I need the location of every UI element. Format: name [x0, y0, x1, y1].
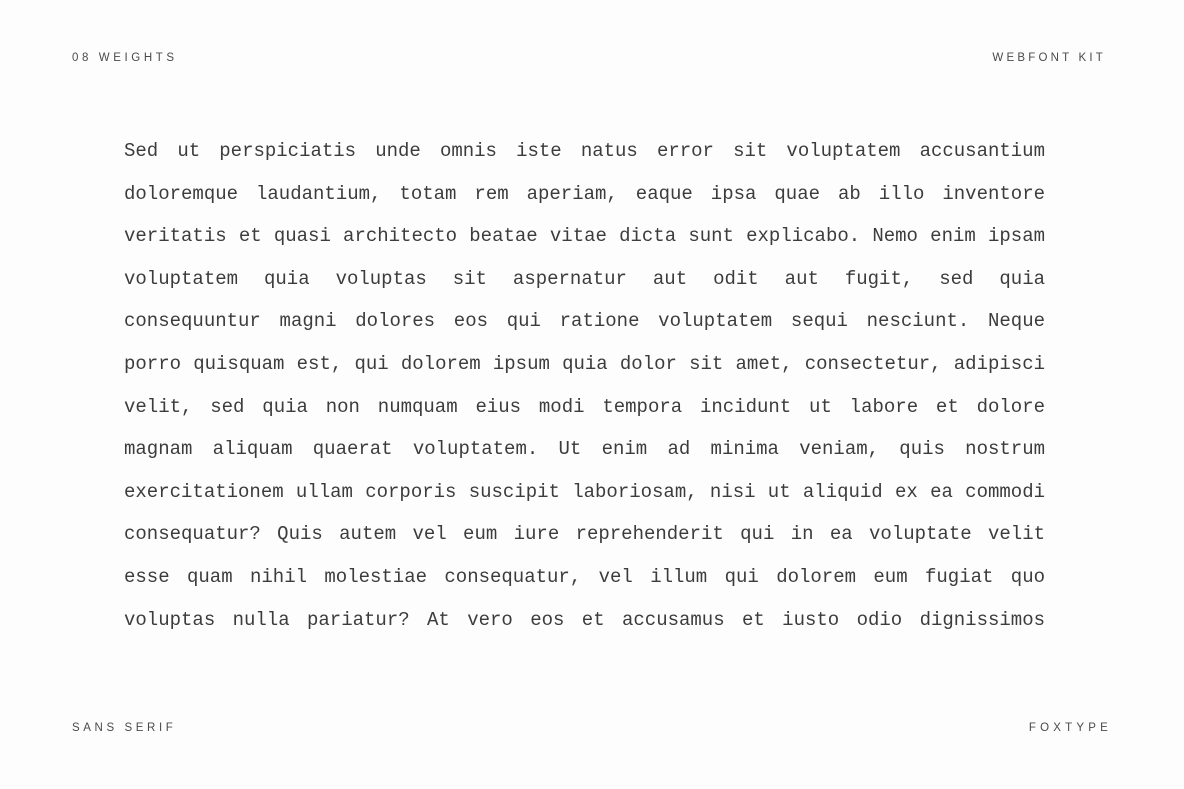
specimen-line: Sed ut perspiciatis unde omnis iste natus error sit voluptatem accusantium	[124, 140, 1045, 162]
header-weights-label: 08 WEIGHTS	[72, 52, 178, 64]
specimen-line: consequatur? Quis autem vel eum iure reprehenderit qui in ea voluptate velit	[124, 523, 1045, 546]
footer-sans-serif-label: SANS SERIF	[72, 722, 177, 734]
specimen-line: consequuntur magni dolores eos qui ratione voluptatem sequi nesciunt. Neque	[124, 310, 1045, 333]
specimen-line: voluptas nulla pariatur? At vero eos et accusamus et iusto odio dignissimos	[124, 608, 1045, 631]
specimen-line: voluptatem quia voluptas sit aspernatur aut odit aut fugit, sed quia	[124, 267, 1045, 290]
specimen-line: veritatis et quasi architecto beatae vitae dicta sunt explicabo. Nemo enim ipsam	[124, 225, 1045, 248]
specimen-line: magnam aliquam quaerat voluptatem. Ut enim ad minima veniam, quis nostrum	[124, 438, 1045, 461]
specimen-line: porro quisquam est, qui dolorem ipsum quia dolor sit amet, consectetur, adipisci	[124, 352, 1045, 375]
specimen-line: velit, sed quia non numquam eius modi tempora incidunt ut labore et dolore	[124, 395, 1045, 418]
specimen-line: esse quam nihil molestiae consequatur, vel illum qui dolorem eum fugiat quo	[124, 565, 1045, 588]
specimen-text-block	[124, 130, 1045, 641]
specimen-line: exercitationem ullam corporis suscipit laboriosam, nisi ut aliquid ex ea commodi	[124, 480, 1045, 503]
specimen-line: doloremque laudantium, totam rem aperiam, eaque ipsa quae ab illo inventore	[124, 182, 1045, 205]
header-webfont-kit-label: WEBFONT KIT	[992, 52, 1106, 64]
footer-foxtype-label: FOXTYPE	[1028, 722, 1112, 734]
